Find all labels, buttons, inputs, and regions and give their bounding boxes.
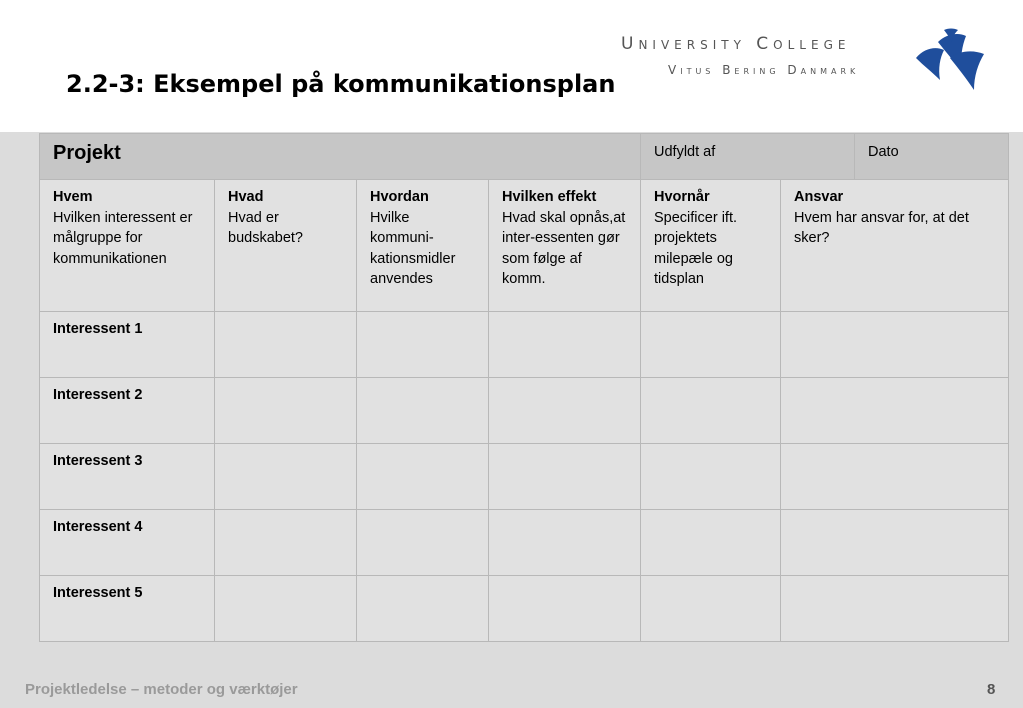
- table-cell[interactable]: [489, 312, 641, 378]
- column-title: Hvem: [53, 189, 93, 205]
- table-row: [40, 444, 1009, 510]
- column-description: Hvilken interessent er målgruppe for kommunikationen: [53, 209, 193, 267]
- column-header-effekt: [489, 180, 641, 312]
- logo-text-vitus-bering: Vitus Bering Danmark: [668, 63, 860, 77]
- column-title: Hvilken effekt: [502, 189, 597, 205]
- header-band: [0, 0, 1023, 132]
- table-cell[interactable]: [215, 510, 357, 576]
- date-label: Dato: [868, 144, 899, 160]
- column-header-hvordan: [357, 180, 489, 312]
- column-description: Hvad skal opnås,at inter-essenten gør som følge af komm.: [502, 209, 626, 287]
- table-cell[interactable]: [357, 510, 489, 576]
- table-cell[interactable]: [357, 576, 489, 642]
- column-header-hvad: [215, 180, 357, 312]
- column-description: Hvilke kommuni-kationsmidler anvendes: [370, 209, 456, 287]
- table-cell[interactable]: [215, 444, 357, 510]
- table-cell[interactable]: [357, 378, 489, 444]
- table-cell[interactable]: [489, 576, 641, 642]
- date-cell[interactable]: [855, 134, 1009, 180]
- column-title: Ansvar: [794, 189, 844, 205]
- table-cell[interactable]: [215, 312, 357, 378]
- table-cell[interactable]: [641, 444, 781, 510]
- project-cell[interactable]: [40, 134, 641, 180]
- row-label: Interessent 2: [40, 378, 215, 444]
- slide-title: 2.2-3: Eksempel på kommunikationsplan: [66, 70, 616, 98]
- table-row: [40, 510, 1009, 576]
- row-label: Interessent 3: [40, 444, 215, 510]
- table-cell[interactable]: [489, 510, 641, 576]
- column-description: Hvem har ansvar for, at det sker?: [794, 209, 969, 246]
- table-cell[interactable]: [641, 312, 781, 378]
- sails-logo-icon: [914, 28, 988, 96]
- filled-by-cell[interactable]: [641, 134, 855, 180]
- table-cell[interactable]: [641, 576, 781, 642]
- table-cell[interactable]: [781, 576, 1009, 642]
- column-header-hvornaar: [641, 180, 781, 312]
- table-cell[interactable]: [781, 378, 1009, 444]
- page-number: 8: [987, 681, 996, 698]
- column-header-ansvar: [781, 180, 1009, 312]
- table-cell[interactable]: [357, 312, 489, 378]
- table-cell[interactable]: [357, 444, 489, 510]
- column-description: Specificer ift. projektets milepæle og tidsplan: [654, 209, 737, 287]
- communication-plan-table: [39, 133, 1009, 642]
- logo-text-university-college: University College: [621, 34, 851, 54]
- table-cell[interactable]: [781, 444, 1009, 510]
- table-row: [40, 378, 1009, 444]
- table-cell[interactable]: [641, 510, 781, 576]
- table-row: [40, 576, 1009, 642]
- project-label: Projekt: [53, 142, 121, 164]
- table-cell[interactable]: [781, 510, 1009, 576]
- table-cell[interactable]: [215, 378, 357, 444]
- project-header-row: [40, 134, 1009, 180]
- column-header-row: [40, 180, 1009, 312]
- column-title: Hvad: [228, 189, 264, 205]
- table-row: [40, 312, 1009, 378]
- column-title: Hvornår: [654, 189, 710, 205]
- row-label: Interessent 4: [40, 510, 215, 576]
- column-header-hvem: [40, 180, 215, 312]
- table-cell[interactable]: [489, 378, 641, 444]
- column-description: Hvad er budskabet?: [228, 209, 303, 246]
- table-cell[interactable]: [781, 312, 1009, 378]
- table-cell[interactable]: [215, 576, 357, 642]
- table-cell[interactable]: [641, 378, 781, 444]
- footer-course-title: Projektledelse – metoder og værktøjer: [25, 681, 298, 698]
- row-label: Interessent 5: [40, 576, 215, 642]
- filled-by-label: Udfyldt af: [654, 144, 716, 160]
- row-label: Interessent 1: [40, 312, 215, 378]
- table-cell[interactable]: [489, 444, 641, 510]
- column-title: Hvordan: [370, 189, 429, 205]
